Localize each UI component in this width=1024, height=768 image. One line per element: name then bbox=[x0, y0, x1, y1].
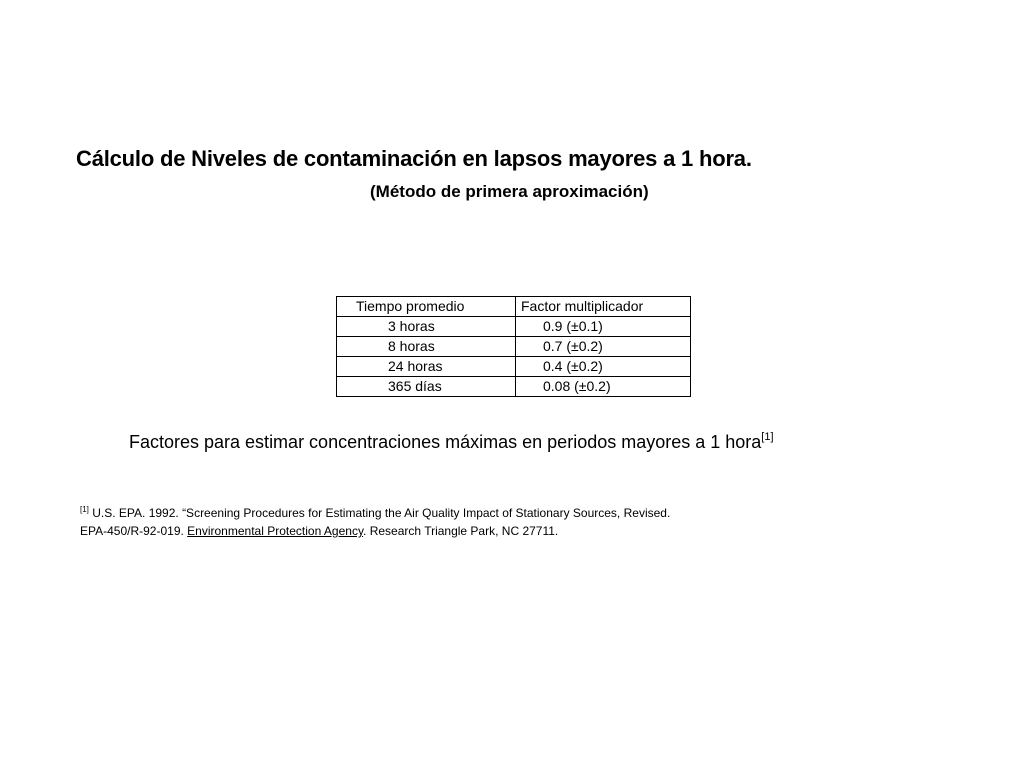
averaging-time-cell: 3 horas bbox=[337, 317, 516, 337]
table-row bbox=[337, 377, 691, 397]
table-caption bbox=[129, 431, 774, 453]
averaging-time-cell: 24 horas bbox=[337, 357, 516, 377]
caption-text: Factores para estimar concentraciones máximas en periodos mayores a 1 hora bbox=[129, 432, 762, 452]
table-header-row bbox=[337, 297, 691, 317]
table-row bbox=[337, 317, 691, 337]
agency-link[interactable]: Environmental Protection Agency bbox=[187, 524, 364, 538]
column-header-multiplier: Factor multiplicador bbox=[516, 297, 691, 317]
multiplier-cell: 0.08 (±0.2) bbox=[516, 377, 691, 397]
reference-line-2 bbox=[80, 522, 670, 540]
table-row bbox=[337, 337, 691, 357]
averaging-time-cell: 8 horas bbox=[337, 337, 516, 357]
multiplier-cell: 0.7 (±0.2) bbox=[516, 337, 691, 357]
reference-text-2-start: EPA-450/R-92-019. bbox=[80, 524, 188, 538]
table-row bbox=[337, 357, 691, 377]
multiplier-cell: 0.9 (±0.1) bbox=[516, 317, 691, 337]
reference-text-1: U.S. EPA. 1992. “Screening Procedures for Estimating the Air Quality Impact of Stationary Sources, Revised. bbox=[88, 506, 671, 520]
page-title: Cálculo de Niveles de contaminación en lapsos mayores a 1 hora. bbox=[76, 146, 752, 171]
factors-table bbox=[336, 296, 691, 397]
column-header-averaging-time: Tiempo promedio bbox=[337, 297, 516, 317]
averaging-time-cell: 365 días bbox=[337, 377, 516, 397]
reference-footnote bbox=[80, 501, 670, 540]
page-subtitle: (Método de primera aproximación) bbox=[370, 182, 649, 201]
multiplier-cell: 0.4 (±0.2) bbox=[516, 357, 691, 377]
reference-line-1 bbox=[80, 501, 670, 522]
caption-footnote-mark: [1] bbox=[761, 431, 774, 443]
reference-text-2-end: . Research Triangle Park, NC 27711. bbox=[363, 524, 559, 538]
reference-mark: [1] bbox=[80, 505, 89, 514]
